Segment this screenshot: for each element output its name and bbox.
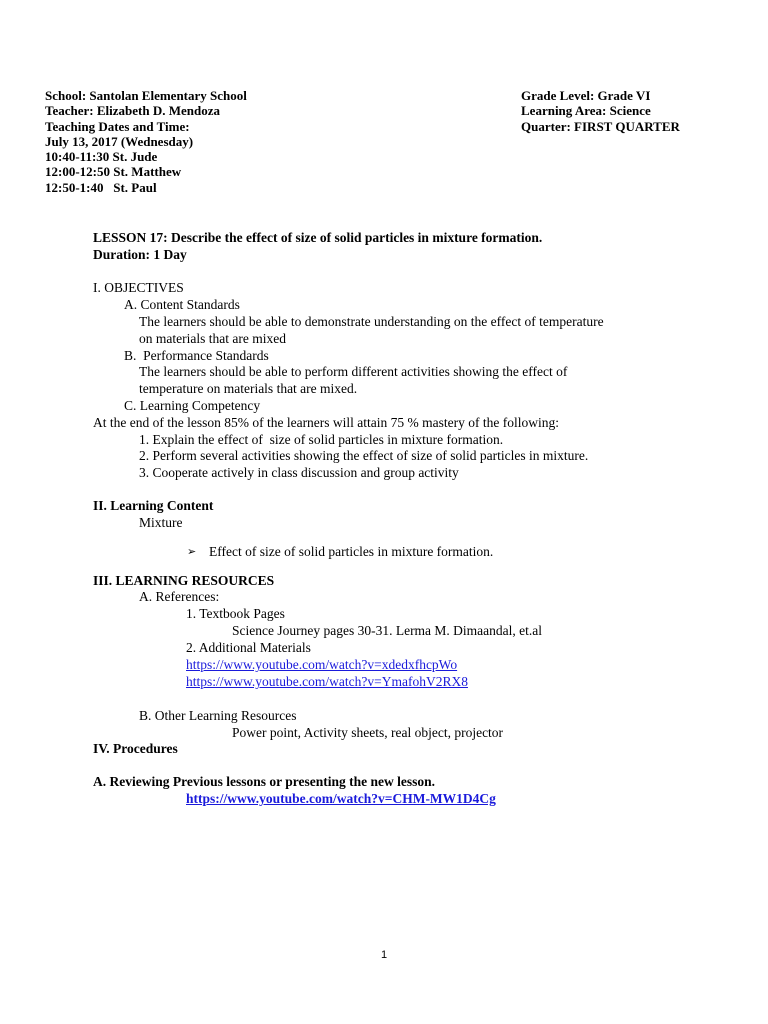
procedures-heading: IV. Procedures (93, 741, 178, 756)
competency-item-2: 2. Perform several activities showing the effect of size of solid particles in mixture. (139, 448, 589, 463)
performance-standards-text-1: The learners should be able to perform different activities showing the effect of (139, 364, 568, 379)
other-resources-label: B. Other Learning Resources (139, 708, 297, 723)
other-resources-text: Power point, Activity sheets, real object, projector (232, 725, 504, 740)
resource-link-1[interactable]: https://www.youtube.com/watch?v=xdedxfhcpWo (186, 657, 458, 672)
content-standards-text-2: on materials that are mixed (139, 331, 286, 346)
competency-item-1: 1. Explain the effect of size of solid particles in mixture formation. (139, 432, 504, 447)
schedule-line-2: 12:00-12:50 St. Matthew (45, 164, 182, 179)
resource-link-2[interactable]: https://www.youtube.com/watch?v=YmafohV2RX8 (186, 674, 468, 689)
learning-area-line: Learning Area: Science (521, 103, 651, 118)
content-standards-label: A. Content Standards (124, 297, 240, 312)
competency-intro: At the end of the lesson 85% of the learners will attain 75 % mastery of the following: (93, 415, 560, 430)
school-line: School: Santolan Elementary School (45, 88, 247, 103)
review-heading: A. Reviewing Previous lessons or presenting the new lesson. (93, 774, 436, 789)
quarter-line: Quarter: FIRST QUARTER (521, 119, 680, 134)
textbook-reference: Science Journey pages 30-31. Lerma M. Dimaandal, et.al (232, 623, 543, 638)
grade-level-line: Grade Level: Grade VI (521, 88, 651, 103)
learning-content-bullet: Effect of size of solid particles in mixture formation. (209, 544, 494, 559)
date-line: July 13, 2017 (Wednesday) (45, 134, 194, 149)
performance-standards-text-2: temperature on materials that are mixed. (139, 381, 358, 396)
schedule-line-1: 10:40-11:30 St. Jude (45, 149, 158, 164)
review-link[interactable]: https://www.youtube.com/watch?v=CHM-MW1D4Cg (186, 791, 496, 806)
lesson-duration: Duration: 1 Day (93, 247, 187, 262)
content-standards-text-1: The learners should be able to demonstrate understanding on the effect of temperature (139, 314, 604, 329)
learning-content-heading: II. Learning Content (93, 498, 214, 513)
teaching-dates-label: Teaching Dates and Time: (45, 119, 190, 134)
lesson-title: LESSON 17: Describe the effect of size of solid particles in mixture formation. (93, 230, 543, 245)
page-number: 1 (380, 949, 388, 961)
schedule-line-3: 12:50-1:40 St. Paul (45, 180, 157, 195)
textbook-label: 1. Textbook Pages (186, 606, 285, 621)
competency-item-3: 3. Cooperate actively in class discussion and group activity (139, 465, 459, 480)
additional-materials-label: 2. Additional Materials (186, 640, 311, 655)
objectives-heading: I. OBJECTIVES (93, 280, 184, 295)
references-label: A. References: (139, 589, 220, 604)
arrow-bullet-icon: ➢ (187, 545, 197, 558)
learning-content-topic: Mixture (139, 515, 183, 530)
learning-resources-heading: III. LEARNING RESOURCES (93, 573, 275, 588)
performance-standards-label: B. Performance Standards (124, 348, 269, 363)
learning-competency-label: C. Learning Competency (124, 398, 261, 413)
teacher-line: Teacher: Elizabeth D. Mendoza (45, 103, 220, 118)
